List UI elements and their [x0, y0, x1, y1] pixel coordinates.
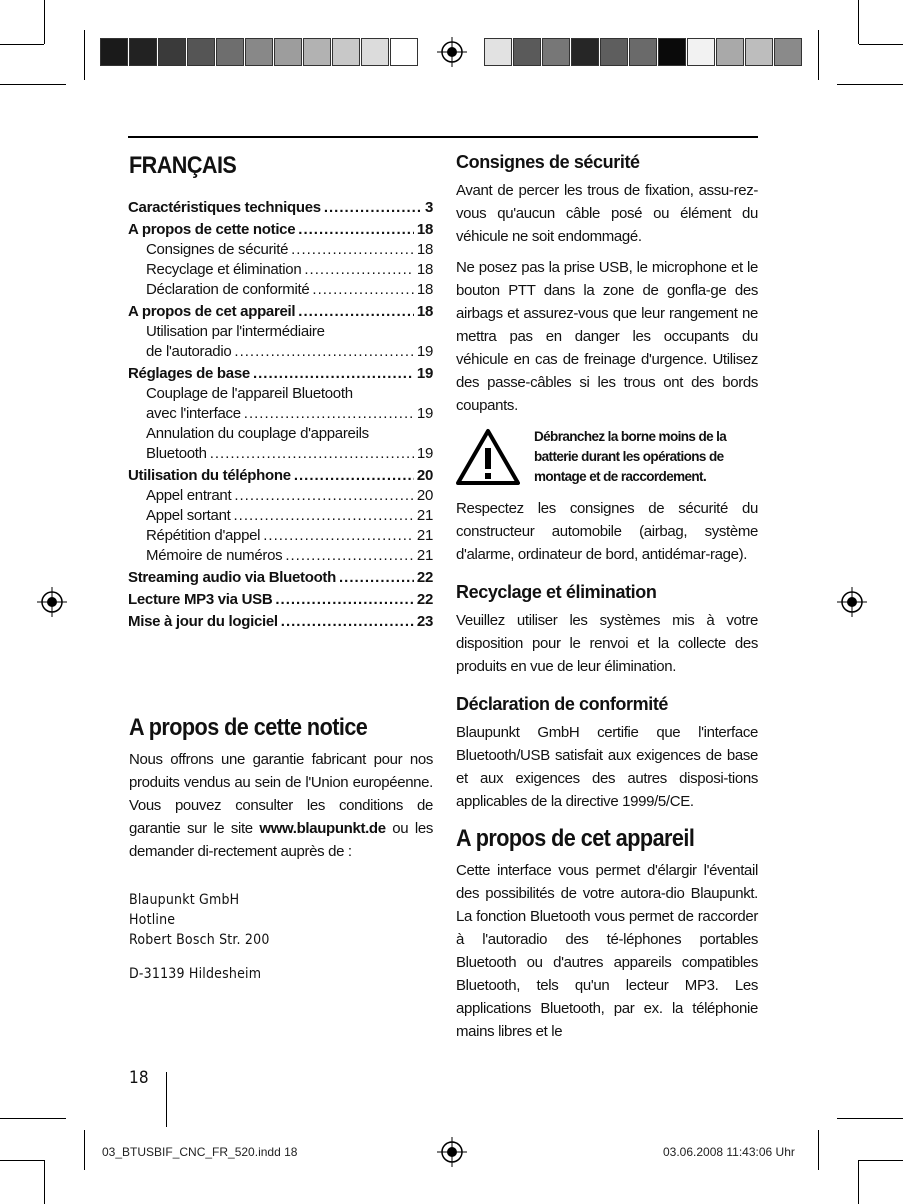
toc-page-number: 20 — [416, 487, 433, 504]
page-number-rule — [166, 1072, 167, 1127]
toc-leader-dots — [294, 466, 414, 486]
toc-leader-dots — [281, 612, 414, 632]
toc-entry[interactable] — [128, 444, 433, 464]
toc-entry-line[interactable] — [128, 322, 433, 342]
notice-text: Nous offrons une garantie fabricant pour nos produits vendus au sein de l'Union européenne. Vous pouvez consulter les conditions de garantie sur le site — [129, 751, 433, 837]
toc-leader-dots — [298, 302, 414, 322]
toc-page-number: 18 — [416, 241, 433, 258]
toc-leader-dots — [263, 526, 414, 546]
safety-paragraph: Avant de percer les trous de fixation, assu-rez-vous qu'aucun câble posé ou élément du véhicule ne soit endommagé. — [456, 182, 758, 245]
toc-leader-dots — [234, 342, 414, 362]
color-bar-right — [484, 38, 803, 66]
crop-mark — [818, 30, 819, 80]
toc-entry[interactable] — [128, 546, 433, 566]
toc-entry[interactable] — [128, 364, 433, 384]
toc-leader-dots — [275, 590, 414, 610]
toc-leader-dots — [234, 486, 414, 506]
toc-label: avec l'interface — [146, 405, 241, 422]
file-slug: 03_BTUSBIF_CNC_FR_520.indd 18 — [102, 1145, 298, 1159]
toc-page-number: 22 — [416, 591, 433, 608]
crop-mark — [44, 1160, 45, 1204]
toc-label: Consignes de sécurité — [146, 241, 289, 258]
toc-leader-dots — [298, 220, 414, 240]
notice-text-end: ou les demander di-rectement auprès de : — [129, 820, 433, 860]
toc-page-number: 19 — [416, 405, 433, 422]
toc-label: Annulation du couplage d'appareils — [146, 425, 369, 442]
registration-mark-icon — [437, 37, 467, 67]
toc-leader-dots — [210, 444, 414, 464]
toc-label: Déclaration de conformité — [146, 281, 310, 298]
color-swatch — [745, 38, 773, 66]
notice-paragraph — [129, 748, 433, 863]
color-swatch — [303, 38, 331, 66]
color-swatch — [716, 38, 744, 66]
color-swatch — [361, 38, 389, 66]
color-swatch — [216, 38, 244, 66]
toc-page-number: 21 — [416, 507, 433, 524]
registration-mark-icon — [837, 587, 867, 617]
warning-text: Débranchez la borne moins de la batterie durant les opérations de montage et de raccordement. — [534, 429, 727, 484]
safety-paragraph: Respectez les consignes de sécurité du constructeur automobile (airbag, système d'alarme, ordinateur de bord, antidémar-rage). — [456, 500, 758, 563]
toc-entry[interactable] — [128, 280, 433, 300]
toc-leader-dots — [304, 260, 414, 280]
toc-entry[interactable] — [128, 342, 433, 362]
toc-label: A propos de cette notice — [128, 221, 296, 238]
toc-entry[interactable] — [128, 404, 433, 424]
crop-mark — [818, 1130, 819, 1170]
toc-label: de l'autoradio — [146, 343, 232, 360]
color-swatch — [274, 38, 302, 66]
toc-entry[interactable] — [128, 506, 433, 526]
toc-leader-dots — [285, 546, 414, 566]
toc-label: Utilisation par l'intermédiaire — [146, 323, 325, 340]
toc-entry-line[interactable] — [128, 424, 433, 444]
toc-page-number: 19 — [416, 445, 433, 462]
toc-leader-dots — [291, 240, 414, 260]
conformity-paragraph: Blaupunkt GmbH certifie que l'interface Bluetooth/USB satisfait aux exigences de base et aux exigences des autres disposi-tions applicables de la directive 1999/5/CE. — [456, 724, 758, 810]
toc-entry[interactable] — [128, 198, 433, 218]
color-swatch — [687, 38, 715, 66]
color-swatch — [245, 38, 273, 66]
notice-heading: A propos de cette notice — [129, 714, 368, 741]
toc-label: Lecture MP3 via USB — [128, 591, 273, 608]
toc-label: Réglages de base — [128, 365, 250, 382]
device-heading: A propos de cet appareil — [456, 825, 695, 852]
color-swatch — [629, 38, 657, 66]
toc-label: A propos de cet appareil — [128, 303, 296, 320]
toc-page-number: 19 — [416, 343, 433, 360]
toc-label: Caractéristiques techniques — [128, 199, 321, 216]
color-swatch — [513, 38, 541, 66]
toc-entry[interactable] — [128, 590, 433, 610]
toc-label: Recyclage et élimination — [146, 261, 302, 278]
crop-mark — [859, 44, 903, 45]
toc-page-number: 21 — [416, 547, 433, 564]
toc-label: Utilisation du téléphone — [128, 467, 291, 484]
toc-page-number: 21 — [416, 527, 433, 544]
toc-entry[interactable] — [128, 240, 433, 260]
device-paragraph: Cette interface vous permet d'élargir l'éventail des possibilités de votre autora-dio Blaupunkt. La fonction Bluetooth vous permet de raccorder à l'autoradio des té-léphones portables Bluetooth ou d'autres appareils compatibles Bluetooth, tels qu'un lecteur MP3. Les applications Bluetooth, par ex. la téléphonie mains libres et le — [456, 862, 758, 1040]
toc-label: Mémoire de numéros — [146, 547, 283, 564]
toc-entry[interactable] — [128, 466, 433, 486]
date-slug: 03.06.2008 11:43:06 Uhr — [663, 1145, 795, 1159]
header-rule — [128, 136, 758, 138]
color-swatch — [774, 38, 802, 66]
toc-entry[interactable] — [128, 612, 433, 632]
warning-box — [456, 427, 758, 487]
toc-entry-line[interactable] — [128, 384, 433, 404]
color-swatch — [187, 38, 215, 66]
address-line: Blaupunkt GmbH — [129, 892, 240, 908]
toc-entry[interactable] — [128, 526, 433, 546]
toc-leader-dots — [253, 364, 414, 384]
color-swatch — [100, 38, 128, 66]
crop-mark — [0, 1160, 44, 1161]
color-swatch — [390, 38, 418, 66]
right-column — [456, 152, 758, 1043]
crop-mark — [0, 1118, 66, 1119]
toc-label: Répétition d'appel — [146, 527, 261, 544]
toc-entry[interactable] — [128, 486, 433, 506]
address-line: D-31139 Hildesheim — [129, 966, 262, 982]
toc-label: Streaming audio via Bluetooth — [128, 569, 336, 586]
section-title: FRANÇAIS — [129, 152, 237, 179]
color-swatch — [158, 38, 186, 66]
toc-label: Mise à jour du logiciel — [128, 613, 278, 630]
toc-page-number: 18 — [416, 303, 433, 320]
toc-label: Appel sortant — [146, 507, 231, 524]
color-swatch — [332, 38, 360, 66]
registration-mark-icon — [37, 587, 67, 617]
toc-page-number: 3 — [424, 199, 433, 216]
toc-label: Couplage de l'appareil Bluetooth — [146, 385, 353, 402]
page-number: 18 — [129, 1068, 149, 1088]
blaupunkt-link[interactable]: www.blaupunkt.de — [259, 820, 386, 837]
toc-entry[interactable] — [128, 568, 433, 588]
crop-mark — [858, 0, 859, 44]
toc-page-number: 19 — [416, 365, 433, 382]
warning-triangle-icon — [456, 428, 520, 486]
color-bar-left — [100, 38, 419, 66]
crop-mark — [0, 84, 66, 85]
address-block — [129, 890, 270, 984]
color-swatch — [658, 38, 686, 66]
crop-mark — [837, 1118, 903, 1119]
safety-heading: Consignes de sécurité — [456, 152, 640, 172]
toc-leader-dots — [324, 198, 422, 218]
toc-page-number: 18 — [416, 261, 433, 278]
color-swatch — [542, 38, 570, 66]
crop-mark — [0, 44, 44, 45]
crop-mark — [44, 0, 45, 44]
toc-entry[interactable] — [128, 302, 433, 322]
address-line: Robert Bosch Str. 200 — [129, 932, 270, 948]
toc-label: Bluetooth — [146, 445, 207, 462]
toc-label: Appel entrant — [146, 487, 232, 504]
toc-leader-dots — [312, 280, 413, 300]
crop-mark — [859, 1160, 903, 1161]
toc-leader-dots — [234, 506, 414, 526]
color-swatch — [600, 38, 628, 66]
color-swatch — [571, 38, 599, 66]
toc-entry[interactable] — [128, 260, 433, 280]
crop-mark — [837, 84, 903, 85]
toc-leader-dots — [244, 404, 414, 424]
conformity-heading: Déclaration de conformité — [456, 694, 669, 714]
crop-mark — [84, 1130, 85, 1170]
toc-page-number: 20 — [416, 467, 433, 484]
registration-mark-icon — [437, 1137, 467, 1167]
toc-page-number: 23 — [416, 613, 433, 630]
table-of-contents — [128, 198, 433, 632]
toc-page-number: 22 — [416, 569, 433, 586]
color-swatch — [129, 38, 157, 66]
crop-mark — [84, 30, 85, 80]
recycling-heading: Recyclage et élimination — [456, 582, 657, 602]
toc-page-number: 18 — [416, 221, 433, 238]
safety-paragraph: Ne posez pas la prise USB, le microphone et le bouton PTT dans la zone de gonfla-ge des airbags et assurez-vous que leur rangement ne mettra pas en danger les occupants du véhicule en cas de freinage d'urgence. Utilisez des passe-câbles si les trous ont des bords coupants. — [456, 259, 758, 414]
toc-leader-dots — [339, 568, 414, 588]
recycling-paragraph: Veuillez utiliser les systèmes mis à votre disposition pour le renvoi et la collecte des produits en vue de leur élimination. — [456, 612, 758, 675]
crop-mark — [858, 1160, 859, 1204]
address-line: Hotline — [129, 912, 176, 928]
toc-entry[interactable] — [128, 220, 433, 240]
toc-page-number: 18 — [416, 281, 433, 298]
color-swatch — [484, 38, 512, 66]
